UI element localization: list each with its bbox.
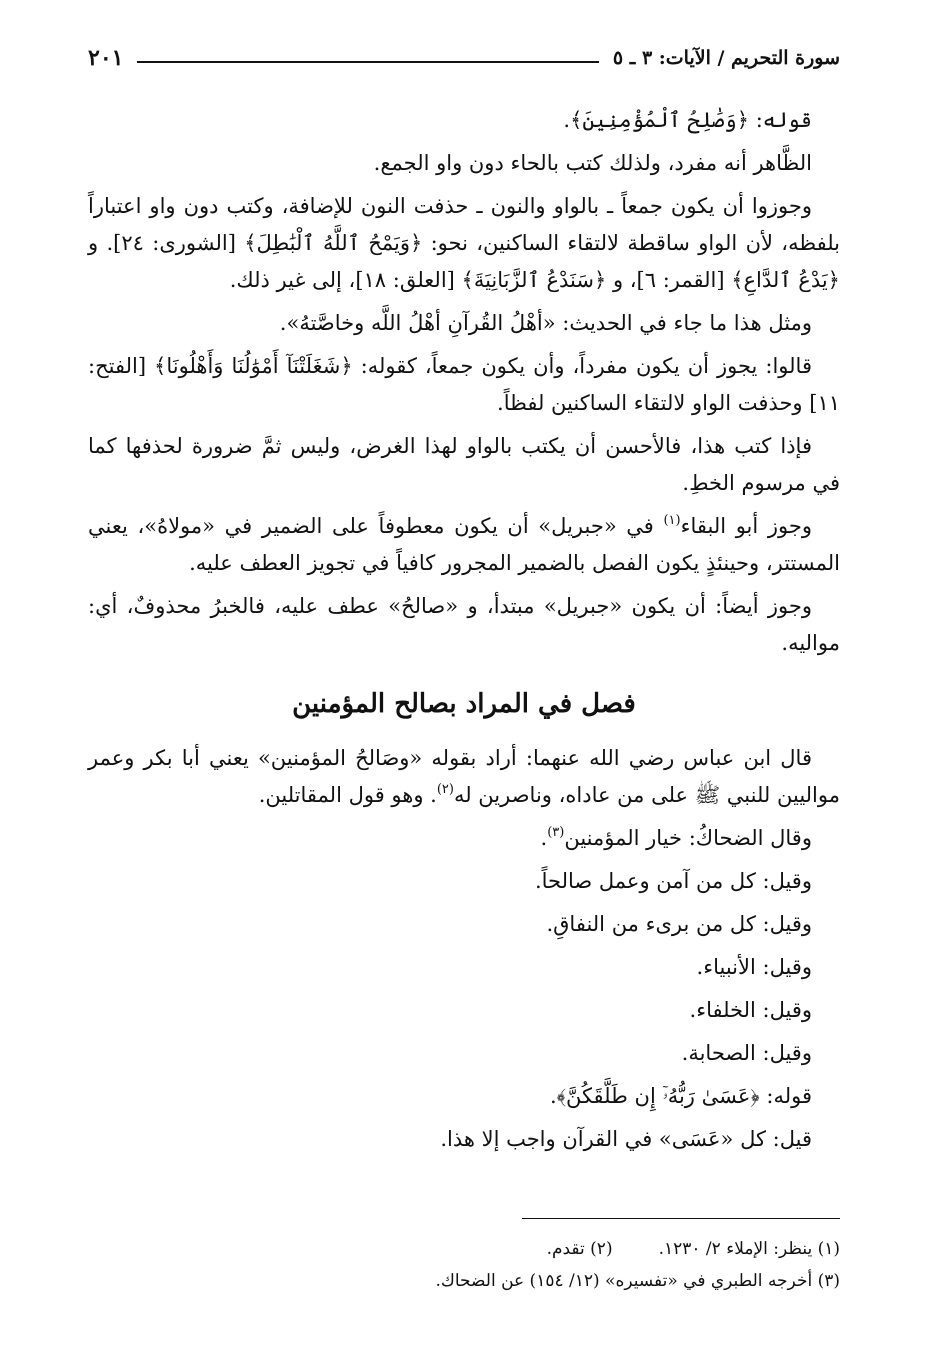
paragraph: وقيل: كل من برىء من النفاقِ. xyxy=(546,912,812,936)
paragraph-text: قال ابن عباس رضي الله عنهما: أراد بقوله «وصَالحُ المؤمنين» يعني أبا بكر وعمر مواليين للنبي ﷺ على من عاداه، وناصرين له xyxy=(88,746,840,807)
footnote-3: (٣) أخرجه الطبري في «تفسيره» (١٢/ ١٥٤) عن الضحاك. xyxy=(435,1271,840,1291)
paragraph: وقيل: الخلفاء. xyxy=(689,998,812,1022)
page-number: ٢٠١ xyxy=(88,45,124,71)
paragraph: قوله: ﴿عَسَىٰ رَبُّهُۥٓ إِن طَلَّقَكُنَّ﴾. xyxy=(550,1084,812,1108)
paragraph: وجوز أيضاً: أن يكون «جبريل» مبتدأ، و «صالحُ» عطف عليه، فالخبرُ محذوفٌ، أي: مواليه. xyxy=(88,594,840,655)
footnote-2: (٢) تقدم. xyxy=(546,1239,613,1259)
footnotes xyxy=(88,1218,840,1297)
footnote-marker: (٢) xyxy=(436,782,454,797)
footnote-marker: (١) xyxy=(663,513,681,528)
paragraph xyxy=(88,740,840,814)
header-rule xyxy=(137,61,598,63)
surah-title: سورة التحريم / الآيات: ٣ ـ ٥ xyxy=(612,47,840,69)
paragraph: وقيل: الأنبياء. xyxy=(696,955,812,979)
paragraph-text: وقال الضحاكُ: خيار المؤمنين xyxy=(564,826,812,850)
paragraph: وجوزوا أن يكون جمعاً ـ بالواو والنون ـ حذفت النون للإضافة، وكتب دون واو اعتباراً بلفظه، لأن الواو ساقطة لالتقاء الساكنين، نحو: ﴿وَيَمْحُ ٱللَّهُ ٱلْبَٰطِلَ﴾ [الشورى: ٢٤]. و ﴿يَدْعُ ٱلدَّاعِ﴾ [القمر: ٦]، و ﴿سَنَدْعُ ٱلزَّبَانِيَةَ﴾ [العلق: ١٨]، إلى غير ذلك. xyxy=(88,194,840,292)
paragraph: فإذا كتب هذا، فالأحسن أن يكتب بالواو لهذا الغرض، وليس ثمَّ ضرورة لحذفها كما في مرسوم الخطِ. xyxy=(88,434,840,495)
footnote-marker: (٣) xyxy=(547,825,565,840)
paragraph: الظَّاهر أنه مفرد، ولذلك كتب بالحاء دون واو الجمع. xyxy=(373,151,812,175)
footnote-rule xyxy=(522,1218,840,1219)
footnote-row xyxy=(88,1265,840,1297)
paragraph xyxy=(88,508,840,582)
paragraph-text: في «جبريل» أن يكون معطوفاً على الضمير في «مولاهُ»، يعني المستتر، وحينئذٍ يكون الفصل بالضمير المجرور كافياً في تجويز العطف عليه. xyxy=(88,514,840,575)
paragraph-text: وجوز أبو البقاء xyxy=(680,514,812,538)
paragraph: ومثل هذا ما جاء في الحديث: «أهْلُ القُرآنِ أهْلُ اللَّه وخاصَّتهُ». xyxy=(279,311,812,335)
paragraph: وقيل: كل من آمن وعمل صالحاً. xyxy=(534,869,812,893)
running-header xyxy=(88,40,840,76)
paragraph: قوله: ﴿وَصَٰلِحُ ٱلْمُؤْمِنِينَ﴾. xyxy=(563,108,812,132)
paragraph: وقيل: الصحابة. xyxy=(681,1041,812,1065)
paragraph-text: . xyxy=(540,826,548,850)
footnote-1: (١) ينظر: الإملاء ٢/ ١٢٣٠. xyxy=(658,1239,840,1259)
main-text xyxy=(88,102,840,1164)
section-heading: فصل في المراد بصالح المؤمنين xyxy=(292,689,636,719)
paragraph: قيل: كل «عَسَى» في القرآن واجب إلا هذا. xyxy=(440,1127,812,1151)
paragraph: قالوا: يجوز أن يكون مفرداً، وأن يكون جمعاً، كقوله: ﴿شَغَلَتْنَآ أَمْوَٰلُنَا وَأَهْلُونَا﴾ [الفتح: ١١] وحذفت الواو لالتقاء الساكنين لفظاً. xyxy=(88,354,840,415)
paragraph-text: . وهو قول المقاتلين. xyxy=(258,783,437,807)
footnote-row xyxy=(88,1233,840,1265)
paragraph xyxy=(88,820,840,857)
